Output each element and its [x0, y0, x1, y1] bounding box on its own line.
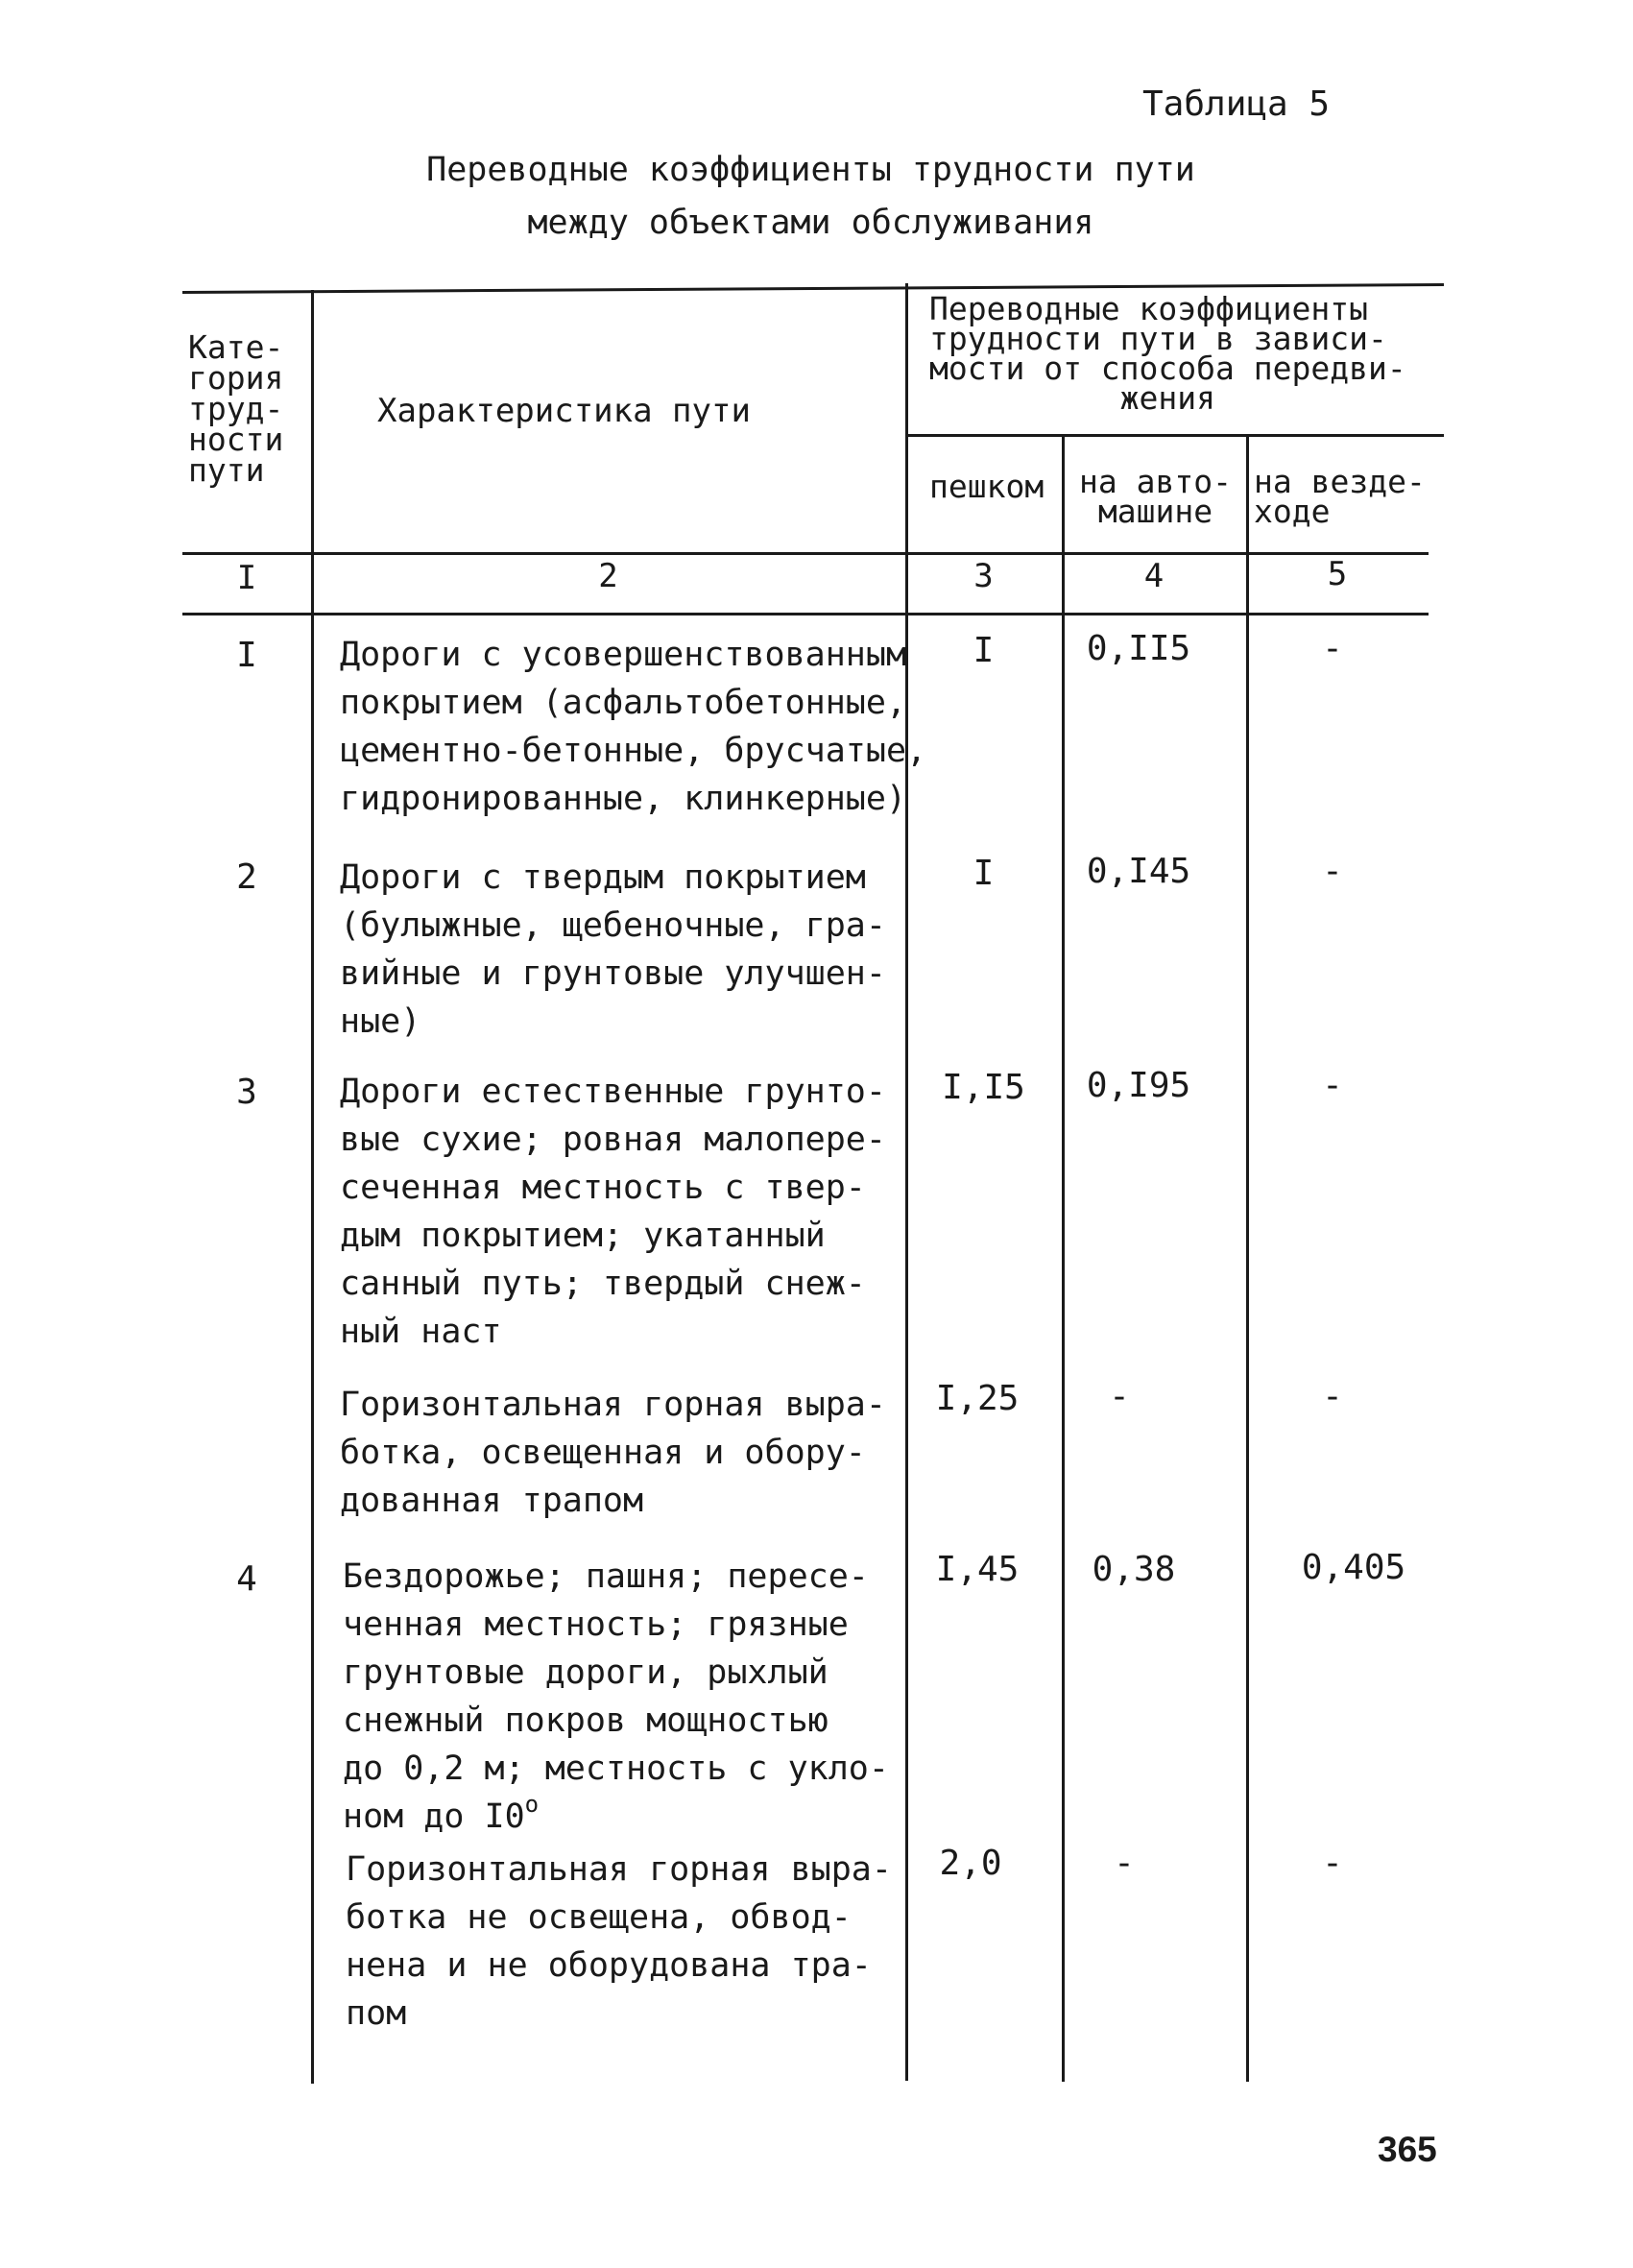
row-car-coefficient: 0,II5: [1086, 629, 1191, 668]
row-category: 4: [236, 1559, 257, 1599]
row-car-coefficient: 0,I45: [1086, 852, 1191, 891]
row-car-coefficient: -: [1109, 1377, 1130, 1416]
row-characteristic: Горизонтальная горная выра- ботка, освещенная и обору- дованная трапом: [340, 1386, 886, 1520]
header-category-line: труд-: [188, 390, 284, 427]
header-coefficients-line: жения: [1119, 379, 1216, 417]
table-title-line-2: между объектами обслуживания: [527, 204, 1094, 242]
column-number-2: 2: [598, 557, 618, 595]
row-characteristic: Дороги с усовершенствованным покрытием (асфальтобетонные, цементно-бетонные, брусчатые, гидронированные, клинкерные): [340, 636, 927, 818]
row-walk-coefficient: 2,0: [939, 1844, 1002, 1883]
row-allterrain-coefficient: -: [1322, 852, 1343, 891]
row-walk-coefficient: I: [973, 631, 995, 670]
row-allterrain-coefficient: -: [1322, 1844, 1343, 1883]
row-car-coefficient: 0,I95: [1086, 1066, 1191, 1105]
header-category-line: ности: [188, 421, 284, 458]
row-car-coefficient: -: [1114, 1844, 1135, 1883]
header-category-line: Кате-: [188, 328, 284, 366]
row-allterrain-coefficient: 0,405: [1301, 1548, 1406, 1587]
header-bottom-rule: [182, 552, 1429, 555]
row-category: 2: [236, 857, 257, 897]
header-characteristic: Характеристика пути: [377, 392, 751, 430]
header-car-line: на авто-: [1079, 463, 1232, 500]
table-label: Таблица 5: [1142, 84, 1331, 124]
column-number-3: 3: [973, 557, 994, 595]
row-allterrain-coefficient: -: [1322, 1377, 1343, 1416]
header-car: [1079, 463, 1232, 530]
header-coefficients-group: [929, 290, 1406, 417]
coefficients-group-rule: [906, 434, 1444, 437]
row-characteristic: Горизонтальная горная выра- ботка не освещена, обвод- нена и не оборудована тра- пом: [346, 1850, 892, 2033]
header-allterrain-line: ходе: [1254, 493, 1331, 530]
table-title-line-1: Переводные коэффициенты трудности пути: [426, 151, 1195, 189]
row-characteristic: Дороги естественные грунто- вые сухие; ровная малопере- сеченная местность с твер- дым покрытием; укатанный санный путь; твердый снеж- ный наст: [340, 1073, 886, 1351]
page-number: 365: [1378, 2130, 1437, 2169]
header-walk: пешком: [929, 468, 1045, 505]
row-walk-coefficient: I,25: [935, 1379, 1020, 1418]
header-allterrain: [1254, 463, 1426, 530]
col-divider-2: [905, 283, 908, 2081]
col-divider-4: [1246, 436, 1249, 2082]
row-allterrain-coefficient: -: [1322, 1066, 1343, 1105]
row-allterrain-coefficient: -: [1322, 629, 1343, 668]
column-number-1: I: [236, 559, 257, 597]
col-divider-3: [1062, 436, 1065, 2082]
column-numbers-rule: [182, 613, 1429, 615]
header-category: [188, 328, 284, 489]
header-category-line: гория: [188, 359, 284, 397]
row-characteristic: Дороги с твердым покрытием (булыжные, щебеночные, гра- вийные и грунтовые улучшен- ные): [340, 858, 886, 1041]
header-allterrain-line: на везде-: [1254, 463, 1426, 500]
header-coefficients-line: трудности пути в зависи-: [929, 320, 1387, 357]
row-characteristic: [343, 1553, 889, 1841]
degree-superscript: o: [524, 1791, 540, 1818]
column-number-5: 5: [1327, 555, 1348, 593]
row-walk-coefficient: I: [973, 854, 995, 893]
header-coefficients-line: мости от способа передви-: [929, 350, 1406, 387]
header-coefficients-line: Переводные коэффициенты: [929, 290, 1368, 327]
row-characteristic-text: Бездорожье; пашня; пересе- ченная местность; грязные грунтовые дороги, рыхлый снежный покров мощностью до 0,2 м; местность с укло- ном до I0: [343, 1557, 889, 1836]
row-car-coefficient: 0,38: [1092, 1550, 1176, 1589]
row-category: 3: [236, 1073, 257, 1112]
row-category: I: [236, 636, 257, 675]
row-walk-coefficient: I,45: [935, 1550, 1020, 1589]
column-number-4: 4: [1143, 557, 1165, 595]
header-car-line: машине: [1097, 493, 1213, 530]
header-category-line: пути: [188, 451, 265, 489]
row-walk-coefficient: I,I5: [942, 1068, 1025, 1107]
